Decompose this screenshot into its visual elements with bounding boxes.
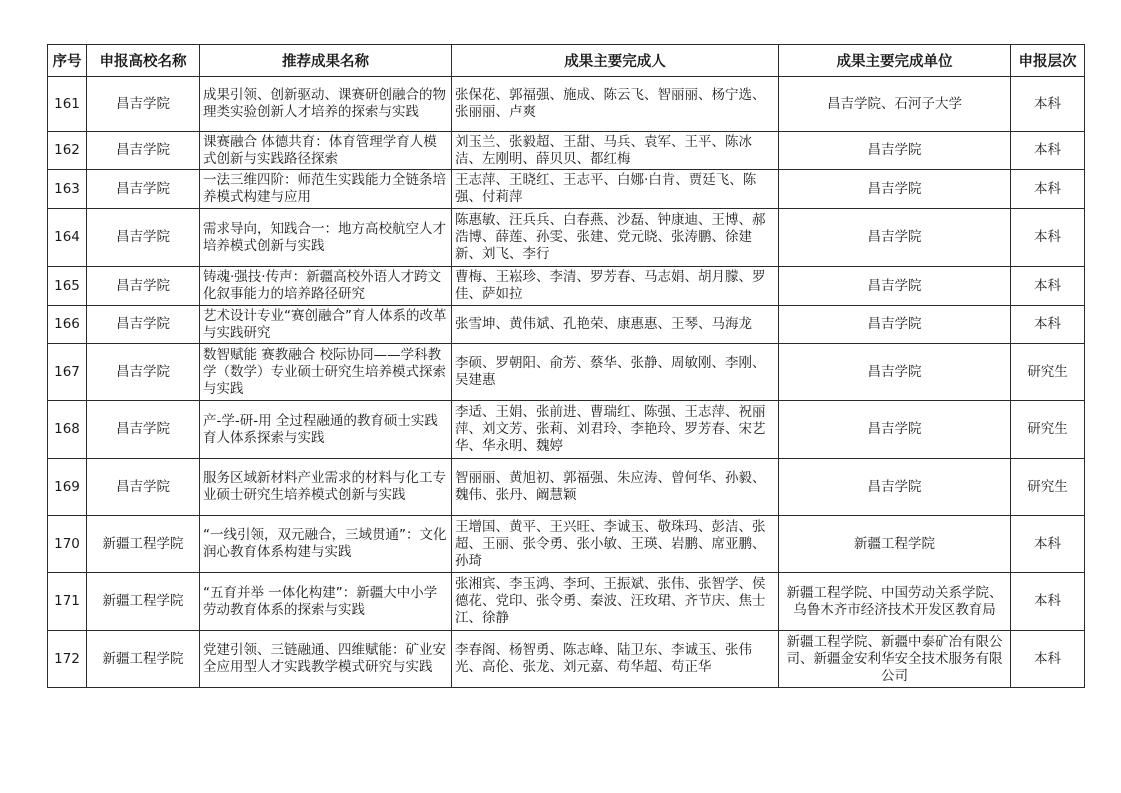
main-contributors: 陈惠敏、汪兵兵、白春燕、沙磊、钟康迪、王博、郝浩博、薛莲、孙雯、张建、党元晓、张涛鹏、徐建新、刘飞、李行: [452, 209, 779, 267]
table-body: [48, 77, 1085, 688]
application-level: 研究生: [1011, 401, 1085, 459]
completing-unit: 昌吉学院: [779, 344, 1011, 401]
achievement-title: 产-学-研-用 全过程融通的教育硕士实践育人体系探索与实践: [200, 401, 452, 459]
header-no: 序号: [48, 45, 87, 77]
completing-unit: 昌吉学院: [779, 267, 1011, 306]
completing-unit: 新疆工程学院: [779, 516, 1011, 573]
table-row: [48, 306, 1085, 344]
table-row: [48, 401, 1085, 459]
main-contributors: 王志萍、王晓红、王志平、白娜·白肯、贾廷飞、陈强、付莉萍: [452, 170, 779, 209]
table-row: [48, 631, 1085, 688]
row-number: 168: [48, 401, 87, 459]
achievement-title: 服务区域新材料产业需求的材料与化工专业硕士研究生培养模式创新与实践: [200, 459, 452, 516]
row-number: 172: [48, 631, 87, 688]
header-title: 推荐成果名称: [200, 45, 452, 77]
row-number: 163: [48, 170, 87, 209]
achievement-title: 党建引领、三链融通、四维赋能：矿业安全应用型人才实践教学模式研究与实践: [200, 631, 452, 688]
row-number: 165: [48, 267, 87, 306]
school-name: 昌吉学院: [87, 459, 200, 516]
header-level: 申报层次: [1011, 45, 1085, 77]
table-row: [48, 77, 1085, 132]
school-name: 昌吉学院: [87, 132, 200, 170]
achievement-title: 需求导向，知践合一：地方高校航空人才培养模式创新与实践: [200, 209, 452, 267]
school-name: 昌吉学院: [87, 77, 200, 132]
completing-unit: 昌吉学院: [779, 132, 1011, 170]
row-number: 164: [48, 209, 87, 267]
achievement-title: “五育并举 一体化构建”：新疆大中小学劳动教育体系的探索与实践: [200, 573, 452, 631]
achievement-table: [47, 44, 1085, 688]
completing-unit: 昌吉学院: [779, 459, 1011, 516]
main-contributors: 李春阁、杨智勇、陈志峰、陆卫东、李诚玉、张伟光、高伦、张龙、刘元嘉、苟华超、苟正华: [452, 631, 779, 688]
school-name: 新疆工程学院: [87, 516, 200, 573]
application-level: 本科: [1011, 132, 1085, 170]
table-row: [48, 132, 1085, 170]
main-contributors: 李适、王娟、张前进、曹瑞红、陈强、王志萍、祝丽萍、刘文芳、张莉、刘君玲、李艳玲、罗芳春、宋艺华、华永明、魏婷: [452, 401, 779, 459]
completing-unit: 昌吉学院: [779, 401, 1011, 459]
main-contributors: 智丽丽、黄旭初、郭福强、朱应涛、曾何华、孙毅、魏伟、张丹、阚慧颖: [452, 459, 779, 516]
application-level: 本科: [1011, 267, 1085, 306]
row-number: 166: [48, 306, 87, 344]
application-level: 本科: [1011, 631, 1085, 688]
school-name: 昌吉学院: [87, 209, 200, 267]
row-number: 171: [48, 573, 87, 631]
row-number: 167: [48, 344, 87, 401]
school-name: 新疆工程学院: [87, 631, 200, 688]
table-row: [48, 209, 1085, 267]
completing-unit: 新疆工程学院、新疆中泰矿冶有限公司、新疆金安利华安全技术服务有限公司: [779, 631, 1011, 688]
achievement-title: 一法三维四阶：师范生实践能力全链条培养模式构建与应用: [200, 170, 452, 209]
application-level: 本科: [1011, 209, 1085, 267]
completing-unit: 昌吉学院: [779, 170, 1011, 209]
main-contributors: 张保花、郭福强、施成、陈云飞、智丽丽、杨宁选、张丽丽、卢爽: [452, 77, 779, 132]
school-name: 昌吉学院: [87, 170, 200, 209]
achievement-title: 艺术设计专业“赛创融合”育人体系的改革与实践研究: [200, 306, 452, 344]
school-name: 昌吉学院: [87, 306, 200, 344]
completing-unit: 昌吉学院: [779, 306, 1011, 344]
achievement-title: 成果引领、创新驱动、课赛研创融合的物理类实验创新人才培养的探索与实践: [200, 77, 452, 132]
achievement-title: 课赛融合 体德共育：体育管理学育人模式创新与实践路径探索: [200, 132, 452, 170]
application-level: 本科: [1011, 170, 1085, 209]
achievement-title: 数智赋能 赛教融合 校际协同——学科教学（数学）专业硕士研究生培养模式探索与实践: [200, 344, 452, 401]
main-contributors: 王增国、黄平、王兴旺、李诚玉、敬珠玛、彭洁、张超、王丽、张令勇、张小敏、王瑛、岩鹏、席亚鹏、孙琦: [452, 516, 779, 573]
main-contributors: 李硕、罗朝阳、俞芳、蔡华、张静、周敏刚、李刚、吴建惠: [452, 344, 779, 401]
main-contributors: 张雪坤、黄伟斌、孔艳荣、康惠惠、王琴、马海龙: [452, 306, 779, 344]
row-number: 169: [48, 459, 87, 516]
school-name: 昌吉学院: [87, 401, 200, 459]
completing-unit: 昌吉学院、石河子大学: [779, 77, 1011, 132]
completing-unit: 昌吉学院: [779, 209, 1011, 267]
application-level: 研究生: [1011, 344, 1085, 401]
main-contributors: 刘玉兰、张毅超、王甜、马兵、袁军、王平、陈冰洁、左刚明、薛贝贝、都红梅: [452, 132, 779, 170]
main-contributors: 曹梅、王崧珍、李清、罗芳春、马志娟、胡月朦、罗佳、萨如拉: [452, 267, 779, 306]
completing-unit: 新疆工程学院、中国劳动关系学院、乌鲁木齐市经济技术开发区教育局: [779, 573, 1011, 631]
table-row: [48, 573, 1085, 631]
application-level: 本科: [1011, 306, 1085, 344]
achievement-title: “一线引领，双元融合，三域贯通”：文化润心教育体系构建与实践: [200, 516, 452, 573]
table-row: [48, 459, 1085, 516]
application-level: 本科: [1011, 77, 1085, 132]
header-people: 成果主要完成人: [452, 45, 779, 77]
header-school: 申报高校名称: [87, 45, 200, 77]
row-number: 162: [48, 132, 87, 170]
application-level: 本科: [1011, 573, 1085, 631]
main-contributors: 张湘宾、李玉鸿、李珂、王振斌、张伟、张智学、侯德花、党印、张令勇、秦波、汪玫珺、齐节庆、焦士江、徐静: [452, 573, 779, 631]
header-row: [48, 45, 1085, 77]
table-row: [48, 170, 1085, 209]
row-number: 170: [48, 516, 87, 573]
application-level: 本科: [1011, 516, 1085, 573]
table-row: [48, 344, 1085, 401]
table-row: [48, 267, 1085, 306]
table-row: [48, 516, 1085, 573]
row-number: 161: [48, 77, 87, 132]
school-name: 昌吉学院: [87, 267, 200, 306]
achievement-title: 铸魂·强技·传声：新疆高校外语人才跨文化叙事能力的培养路径研究: [200, 267, 452, 306]
application-level: 研究生: [1011, 459, 1085, 516]
school-name: 昌吉学院: [87, 344, 200, 401]
school-name: 新疆工程学院: [87, 573, 200, 631]
header-unit: 成果主要完成单位: [779, 45, 1011, 77]
